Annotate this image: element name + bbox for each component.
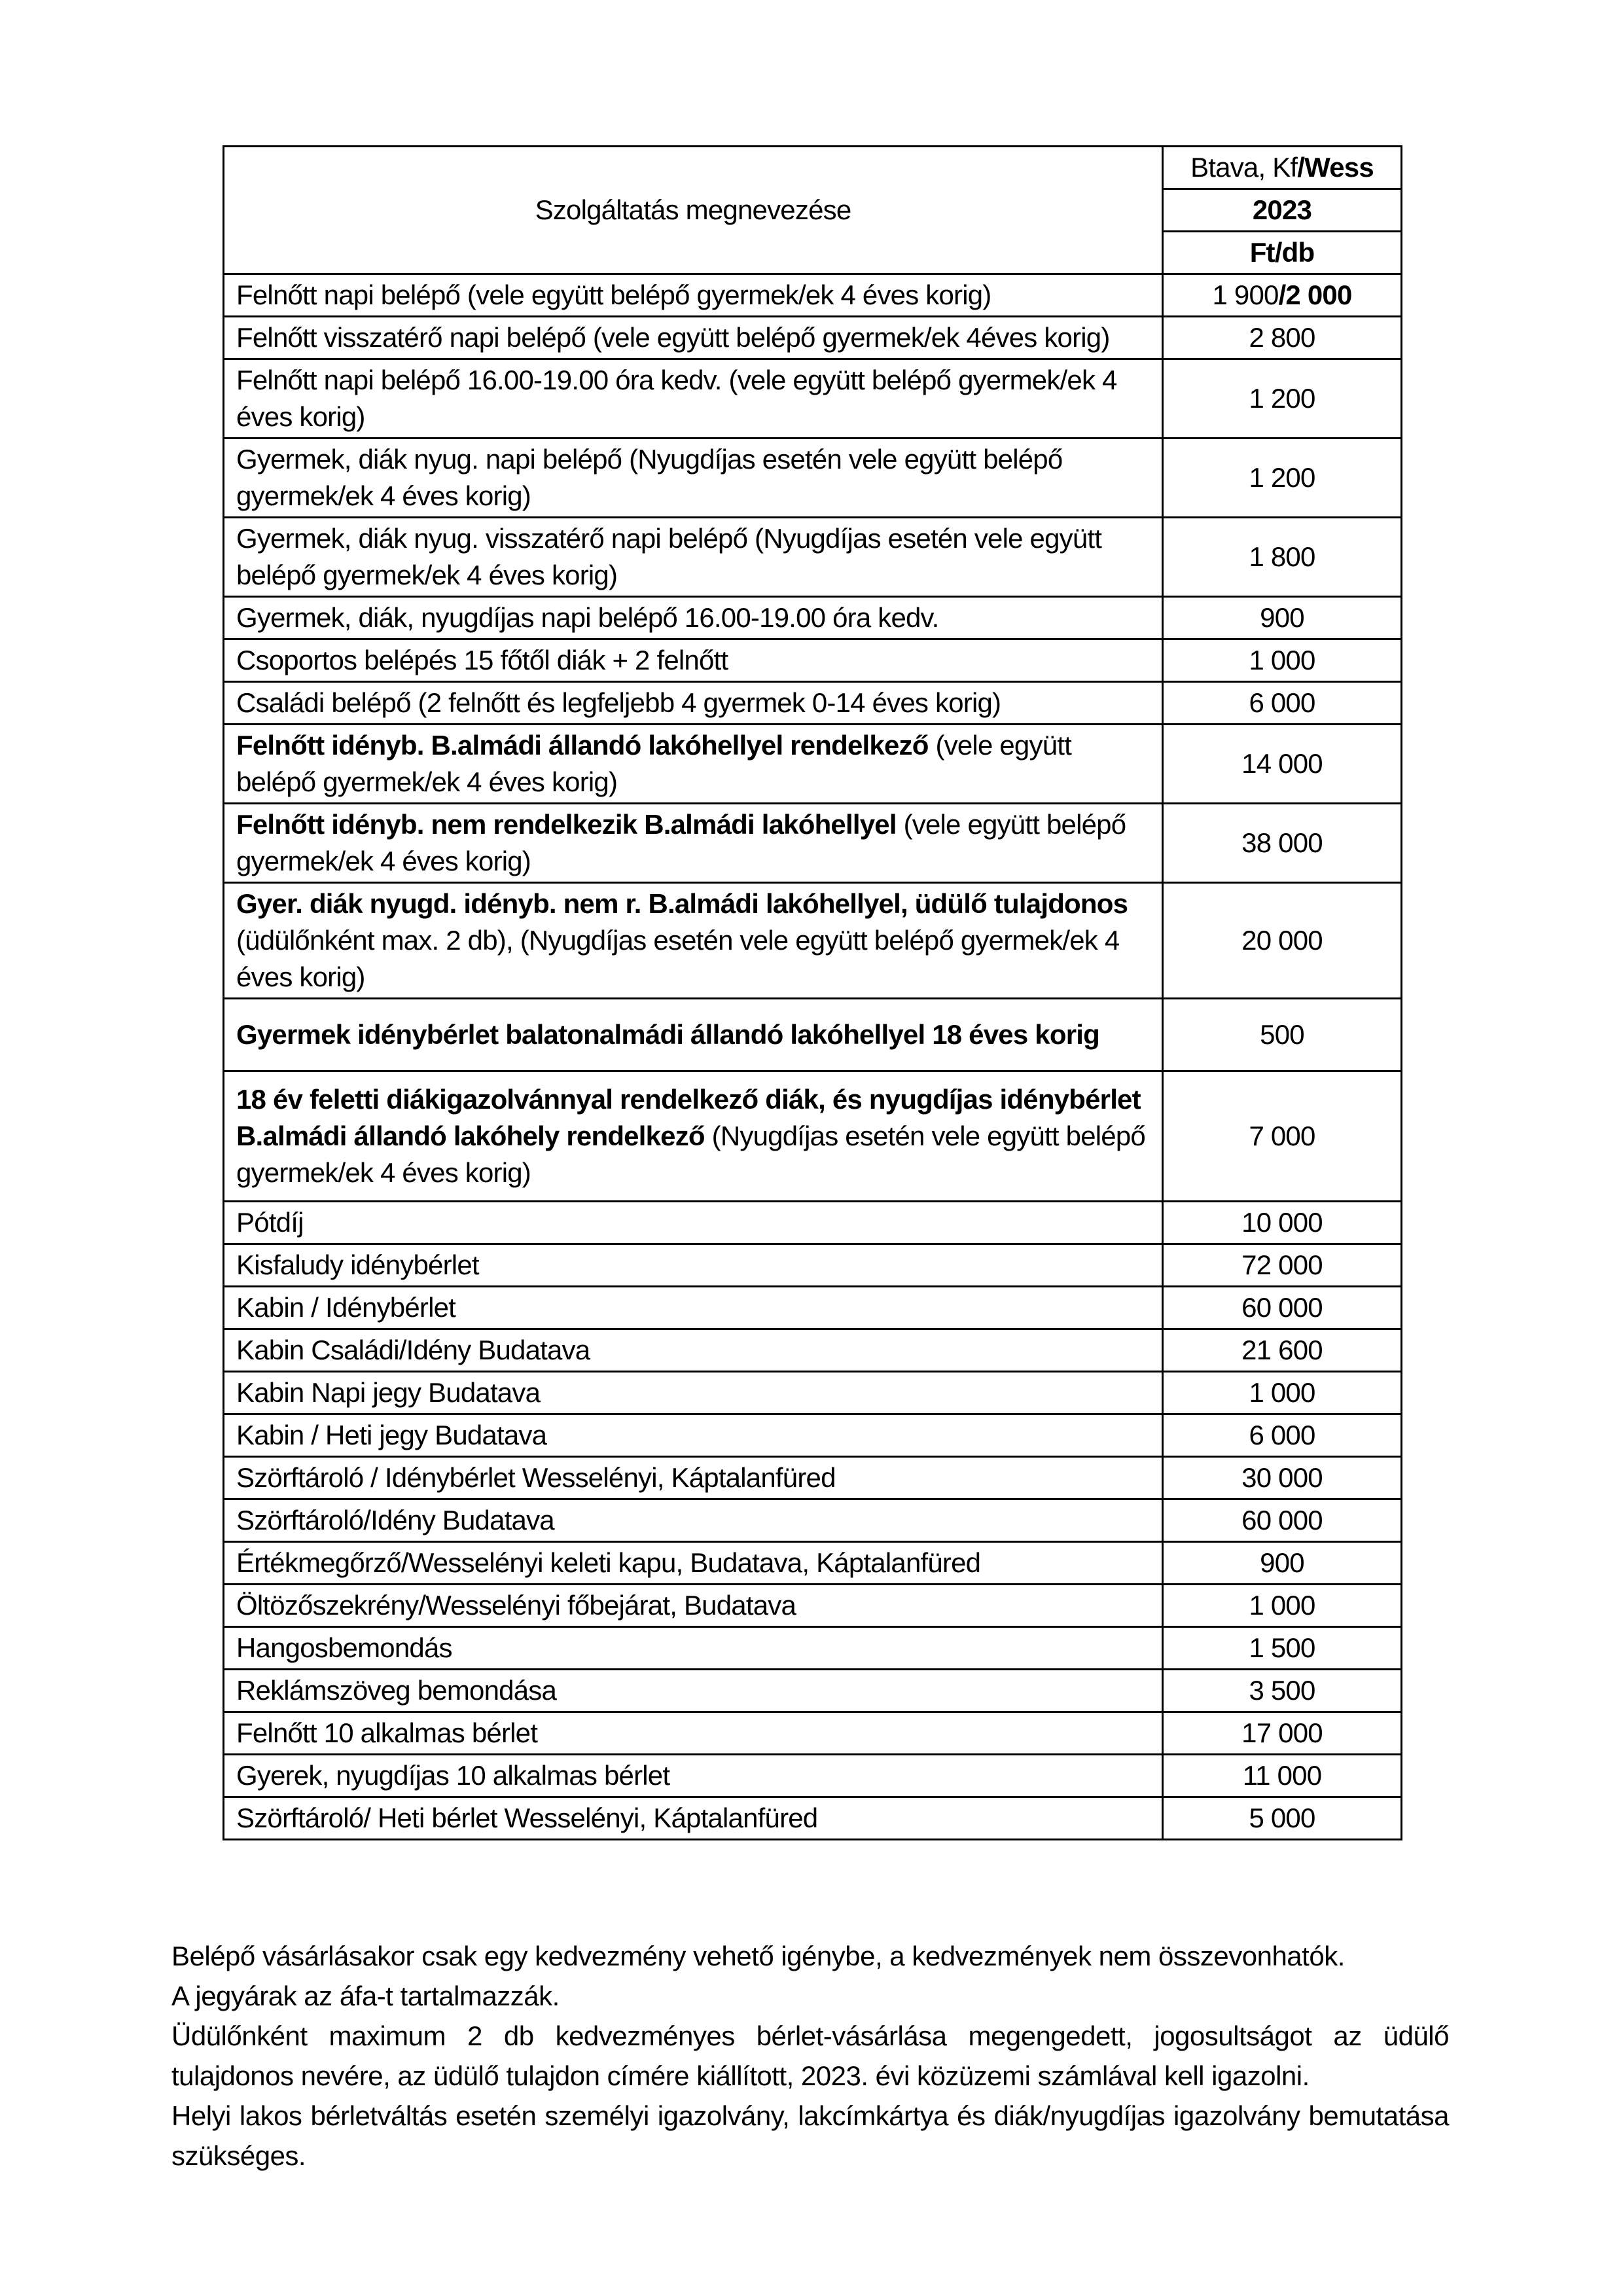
table-row: [224, 1585, 1402, 1627]
service-name-cell: Kabin / Idénybérlet: [224, 1287, 1163, 1329]
price-cell: 7 000: [1163, 1071, 1402, 1202]
table-row: [224, 359, 1402, 439]
service-name-cell: Kabin Napi jegy Budatava: [224, 1372, 1163, 1414]
table-row: [224, 1797, 1402, 1840]
table-row: [224, 1372, 1402, 1414]
table-row: [224, 439, 1402, 518]
table-row: [224, 1670, 1402, 1712]
service-name-cell: Szörftároló/ Heti bérlet Wesselényi, Káptalanfüred: [224, 1797, 1163, 1840]
service-name-cell: Kisfaludy idénybérlet: [224, 1244, 1163, 1287]
table-row: [224, 1627, 1402, 1670]
service-name-cell: Öltözőszekrény/Wesselényi főbejárat, Budatava: [224, 1585, 1163, 1627]
price-cell: 1 500: [1163, 1627, 1402, 1670]
unit-header: [1163, 232, 1402, 274]
price-table: [223, 145, 1402, 1840]
table-row: [224, 1499, 1402, 1542]
table-row: [224, 999, 1402, 1071]
service-name-cell: Felnőtt visszatérő napi belépő (vele együtt belépő gyermek/ek 4éves korig): [224, 317, 1163, 359]
service-name-cell: 18 év feletti diákigazolvánnyal rendelkező diák, és nyugdíjas idénybérlet B.almádi állandó lakóhely rendelkező (Nyugdíjas esetén vele együtt belépő gyermek/ek 4 éves korig): [224, 1071, 1163, 1202]
price-cell: 17 000: [1163, 1712, 1402, 1755]
table-row: [224, 518, 1402, 597]
price-cell: 2 800: [1163, 317, 1402, 359]
price-cell: 72 000: [1163, 1244, 1402, 1287]
service-name-cell: Hangosbemondás: [224, 1627, 1163, 1670]
price-cell: 1 800: [1163, 518, 1402, 597]
table-row: [224, 883, 1402, 999]
table-row: [224, 1542, 1402, 1585]
table-row: [224, 725, 1402, 804]
year-header: [1163, 189, 1402, 232]
service-name-cell: Szörftároló / Idénybérlet Wesselényi, Káptalanfüred: [224, 1457, 1163, 1499]
price-cell: 60 000: [1163, 1287, 1402, 1329]
service-name-cell: Családi belépő (2 felnőtt és legfeljebb 4 gyermek 0-14 éves korig): [224, 682, 1163, 725]
place-column-header: [1163, 147, 1402, 189]
table-row: [224, 1755, 1402, 1797]
year-header-text: 2023: [1252, 194, 1312, 225]
service-name-cell: Gyer. diák nyugd. idényb. nem r. B.almádi lakóhellyel, üdülő tulajdonos (üdülőnként max. 2 db), (Nyugdíjas esetén vele együtt belépő gyermek/ek 4 éves korig): [224, 883, 1163, 999]
price-cell: 5 000: [1163, 1797, 1402, 1840]
price-cell: 900: [1163, 597, 1402, 639]
price-cell: 1 000: [1163, 1372, 1402, 1414]
service-column-header: Szolgáltatás megnevezése: [224, 147, 1163, 274]
price-cell: 1 200: [1163, 439, 1402, 518]
header-row-1: [224, 147, 1402, 189]
service-name-cell: Felnőtt napi belépő (vele együtt belépő gyermek/ek 4 éves korig): [224, 274, 1163, 317]
service-name-cell: Kabin / Heti jegy Budatava: [224, 1414, 1163, 1457]
table-row: [224, 1712, 1402, 1755]
table-row: [224, 1329, 1402, 1372]
price-cell: 60 000: [1163, 1499, 1402, 1542]
table-row: [224, 1071, 1402, 1202]
service-name-cell: Felnőtt idényb. B.almádi állandó lakóhellyel rendelkező (vele együtt belépő gyermek/ek 4 éves korig): [224, 725, 1163, 804]
price-table-body: [224, 274, 1402, 1840]
service-name-cell: Kabin Családi/Idény Budatava: [224, 1329, 1163, 1372]
price-cell: 20 000: [1163, 883, 1402, 999]
price-cell: 6 000: [1163, 1414, 1402, 1457]
service-name-cell: Felnőtt 10 alkalmas bérlet: [224, 1712, 1163, 1755]
service-name-cell: Gyermek, diák nyug. napi belépő (Nyugdíjas esetén vele együtt belépő gyermek/ek 4 éves korig): [224, 439, 1163, 518]
place-header-bold: /Wess: [1297, 152, 1374, 183]
table-row: [224, 682, 1402, 725]
price-cell: 21 600: [1163, 1329, 1402, 1372]
table-row: [224, 1414, 1402, 1457]
table-row: [224, 804, 1402, 883]
table-row: [224, 597, 1402, 639]
table-row: [224, 1244, 1402, 1287]
price-cell: 30 000: [1163, 1457, 1402, 1499]
service-name-cell: Gyermek, diák nyug. visszatérő napi belépő (Nyugdíjas esetén vele együtt belépő gyermek/ek 4 éves korig): [224, 518, 1163, 597]
unit-header-text: Ft/db: [1249, 237, 1315, 268]
service-name-cell: Gyermek, diák, nyugdíjas napi belépő 16.00-19.00 óra kedv.: [224, 597, 1163, 639]
price-cell: 1 200: [1163, 359, 1402, 439]
price-cell: 1 000: [1163, 639, 1402, 682]
footnote-paragraph: A jegyárak az áfa-t tartalmazzák.: [171, 1981, 560, 2011]
footnote-paragraph: Üdülőnként maximum 2 db kedvezményes bérlet-vásárlása megengedett, jogosultságot az üdülő tulajdonos nevére, az üdülő tulajdon címére kiállított, 2023. évi közüzemi számlával kell igazolni.: [171, 2020, 1449, 2091]
service-name-cell: Felnőtt idényb. nem rendelkezik B.almádi lakóhellyel (vele együtt belépő gyermek/ek 4 éves korig): [224, 804, 1163, 883]
price-table-header: [224, 147, 1402, 274]
price-cell: 14 000: [1163, 725, 1402, 804]
service-name-cell: Reklámszöveg bemondása: [224, 1670, 1163, 1712]
service-name-cell: Gyerek, nyugdíjas 10 alkalmas bérlet: [224, 1755, 1163, 1797]
service-name-cell: Értékmegőrző/Wesselényi keleti kapu, Budatava, Káptalanfüred: [224, 1542, 1163, 1585]
footnote-paragraph: Belépő vásárlásakor csak egy kedvezmény vehető igénybe, a kedvezmények nem összevonhatók.: [171, 1941, 1345, 1971]
price-cell: 900: [1163, 1542, 1402, 1585]
table-row: [224, 1287, 1402, 1329]
service-name-cell: Szörftároló/Idény Budatava: [224, 1499, 1163, 1542]
price-cell: 6 000: [1163, 682, 1402, 725]
place-header-regular: Btava, Kf: [1190, 152, 1298, 183]
service-name-cell: Felnőtt napi belépő 16.00-19.00 óra kedv. (vele együtt belépő gyermek/ek 4 éves korig): [224, 359, 1163, 439]
price-cell: 3 500: [1163, 1670, 1402, 1712]
price-cell: 500: [1163, 999, 1402, 1071]
table-row: [224, 639, 1402, 682]
footnote-paragraph: Helyi lakos bérletváltás esetén személyi igazolvány, lakcímkártya és diák/nyugdíjas igazolvány bemutatása szükséges.: [171, 2100, 1449, 2171]
table-row: [224, 274, 1402, 317]
table-row: [224, 1202, 1402, 1244]
service-name-cell: Csoportos belépés 15 főtől diák + 2 felnőtt: [224, 639, 1163, 682]
price-cell: 11 000: [1163, 1755, 1402, 1797]
service-name-cell: Pótdíj: [224, 1202, 1163, 1244]
price-cell: 1 000: [1163, 1585, 1402, 1627]
footnotes: [171, 1936, 1449, 2176]
table-row: [224, 1457, 1402, 1499]
price-cell: 10 000: [1163, 1202, 1402, 1244]
price-cell: 1 900/2 000: [1163, 274, 1402, 317]
price-cell: 38 000: [1163, 804, 1402, 883]
service-name-cell: Gyermek idénybérlet balatonalmádi állandó lakóhellyel 18 éves korig: [224, 999, 1163, 1071]
table-row: [224, 317, 1402, 359]
